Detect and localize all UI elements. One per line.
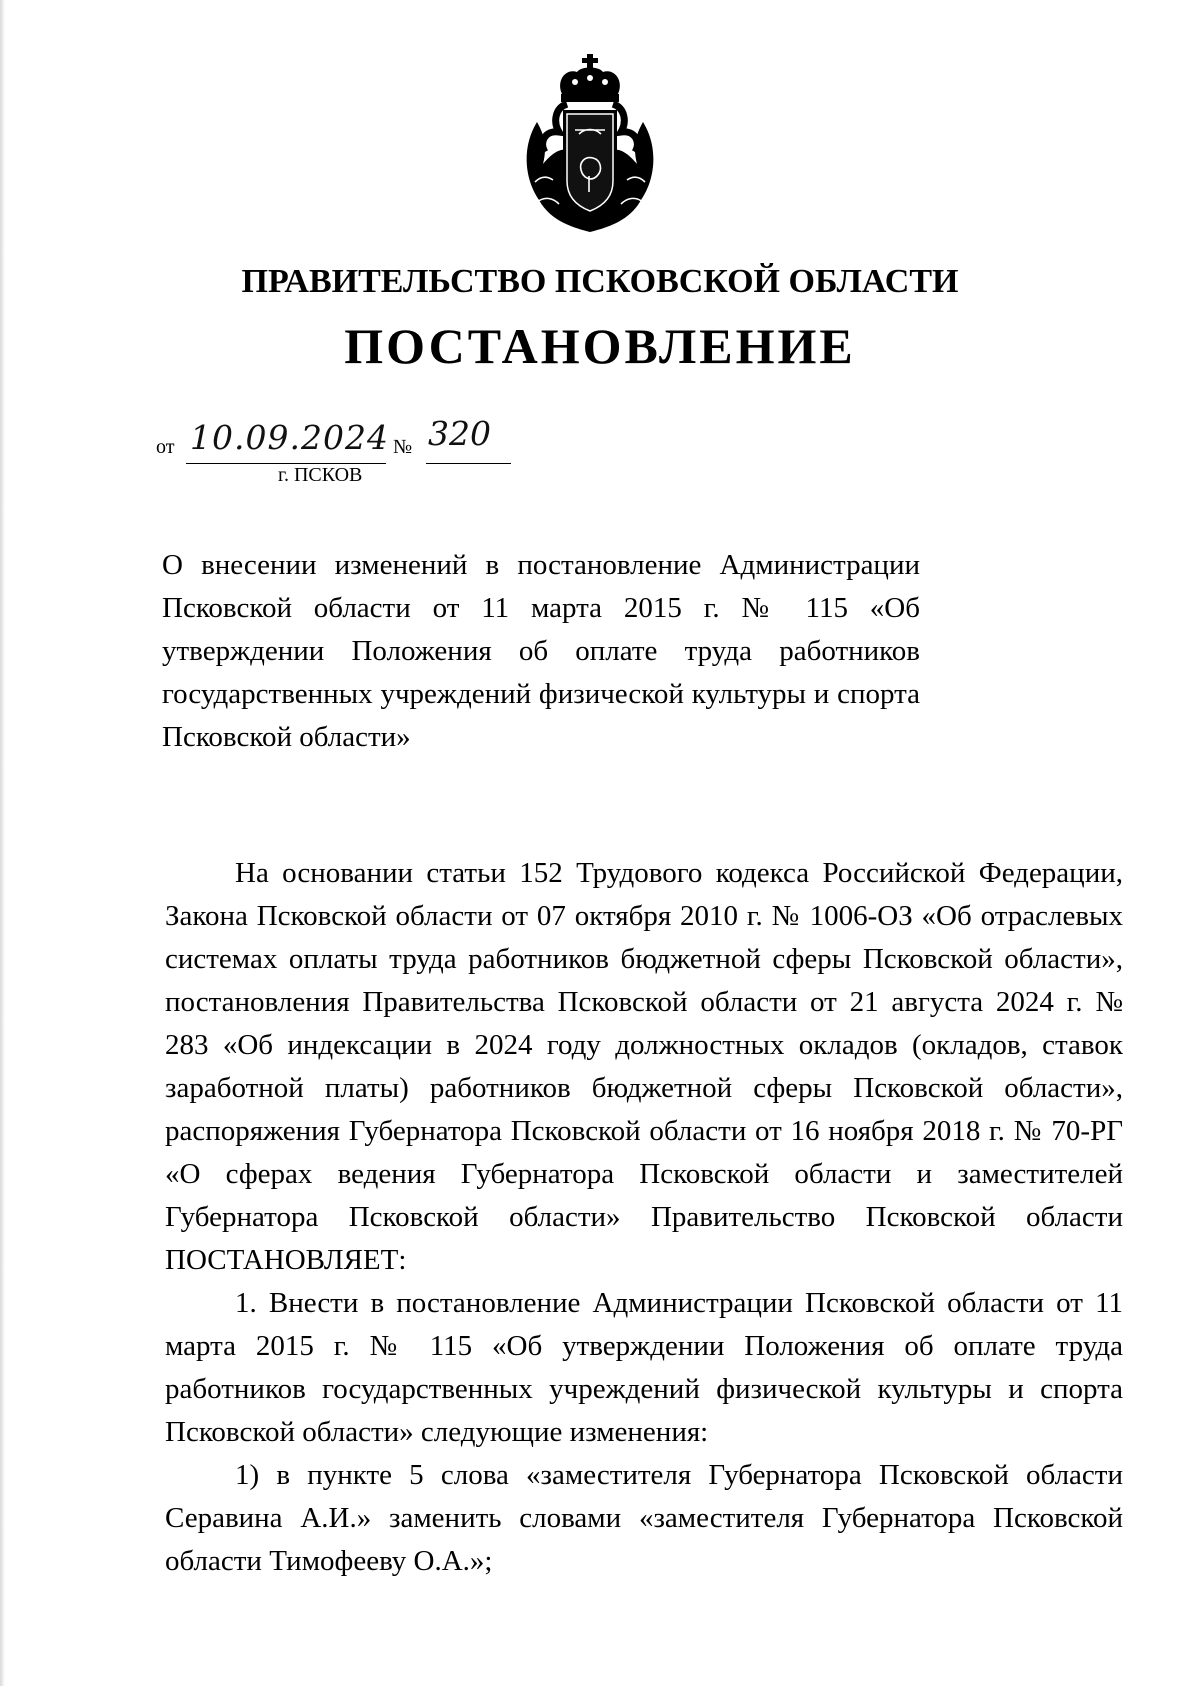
body-paragraph-preamble: На основании статьи 152 Трудового кодекса Российской Федерации, Закона Псковской области от 07 октября 2010 г. № 1006-ОЗ «Об отраслевых системах оплаты труда работников бюджетной сферы Псковской области», постановления Правительства Псковской области от 21 августа 2024 г. № 283 «Об индексации в 2024 году должностных окладов (окладов, ставок заработной платы) работников бюджетной сферы Псковской области», распоряжения Губернатора Псковской области от 16 ноября 2018 г. № 70-РГ «О сферах ведения Губернатора Псковской области и заместителей Губернатора Псковской области» Правительство Псковской области ПОСТАНОВЛЯЕТ: (165, 857, 1123, 1276)
body-paragraph-item-1: 1. Внести в постановление Администрации Псковской области от 11 марта 2015 г. № 115 «Об утверждении Положения об оплате труда работников государственных учреждений физической культуры и спорта Псковской области» следующие изменения: (165, 1287, 1123, 1448)
city-label: г. ПСКОВ (278, 464, 363, 486)
document-type-title: ПОСТАНОВЛЕНИЕ (344, 318, 856, 374)
document-subject (162, 544, 920, 759)
handwritten-number: 320 (428, 414, 491, 453)
date-prefix: от (156, 436, 175, 458)
document-body (165, 852, 1123, 1583)
body-paragraph-subitem-1: 1) в пункте 5 слова «заместителя Губернатора Псковской области Серавина А.И.» заменить словами «заместителя Губернатора Псковской области Тимофееву О.А.»; (165, 1459, 1123, 1577)
number-sign: № (393, 436, 413, 458)
scan-edge (0, 0, 5, 1686)
subject-text: О внесении изменений в постановление Администрации Псковской области от 11 марта 2015 г. № 115 «Об утверждении Положения об оплате труда работников государственных учреждений физической культуры и спорта Псковской области» (162, 549, 920, 753)
number-underline (426, 463, 511, 464)
date-number-block (156, 414, 576, 486)
pskov-oblast-coat-of-arms-icon (515, 52, 665, 234)
handwritten-date: 10.09.2024 (190, 418, 389, 457)
organization-title: ПРАВИТЕЛЬСТВО ПСКОВСКОЙ ОБЛАСТИ (241, 263, 959, 300)
